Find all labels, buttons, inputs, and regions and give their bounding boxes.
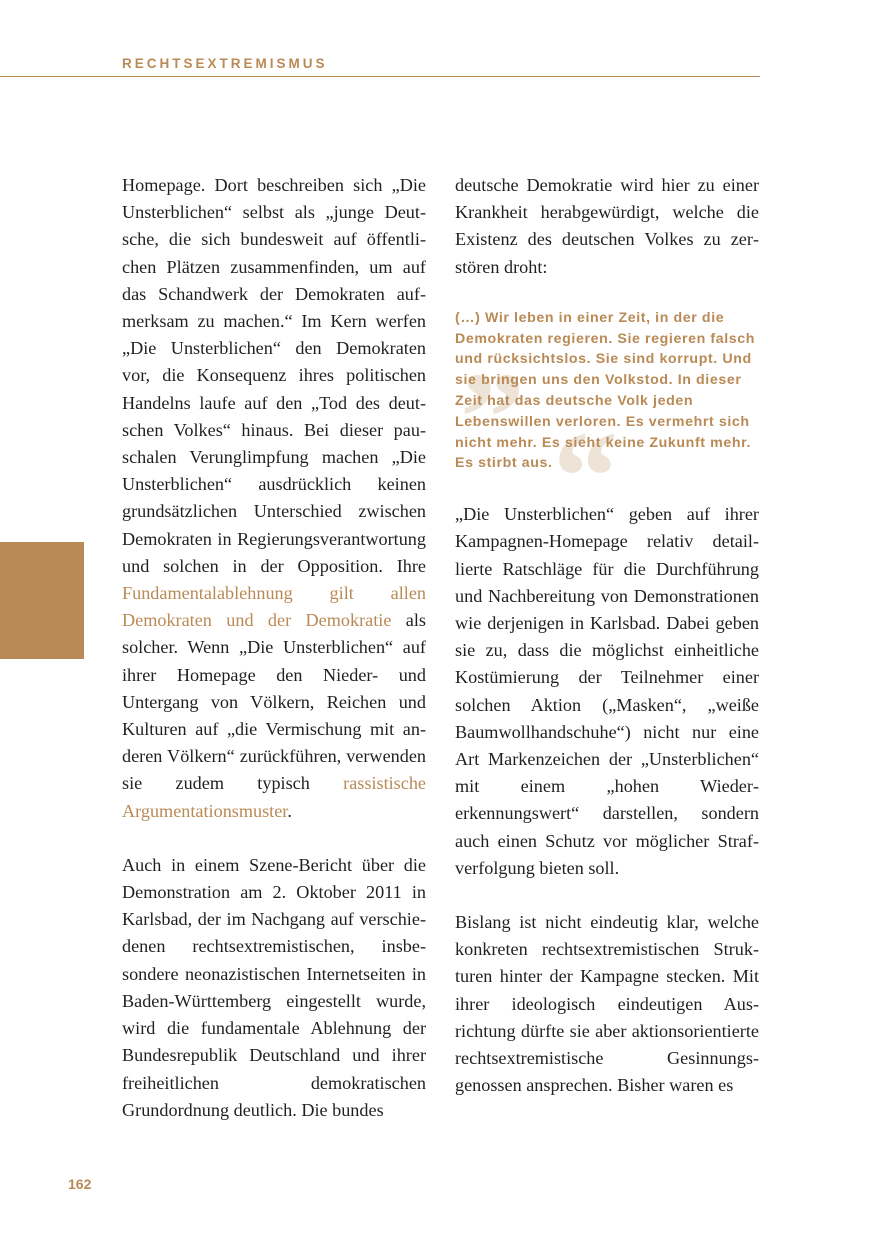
highlight-fundamentalablehnung: Fundamentalablehnung gilt allen Demokraten und der Demokratie: [122, 583, 426, 631]
left-p1-text-b: als solcher. Wenn „Die Unsterblichen“ auf ihrer Homepage den Nieder- und Untergang von Völkern, Reichen und Kulturen auf „die Vermischung mit anderen Völkern“ zurückführen, verwenden sie zudem typisch: [122, 610, 426, 794]
left-p1-text-a: Homepage. Dort beschreiben sich „Die Unsterblichen“ selbst als „junge Deutsche, die sich bundesweit auf öffentlichen Plätzen zusammenfinden, um auf das Schandwerk der Demokraten aufmerksam zu machen.“ Im Kern werfen „Die Unsterblichen“ den Demokraten vor, die Konsequenz ihres politischen Handelns laufe auf den „Tod des deutschen Volkes“ hinaus. Bei dieser pauschalen Verunglimpfung machen „Die Unsterblichen“ ausdrücklich keinen grundsätzlichen Unterschied zwischen Demokraten in Regierungsverantwortung und solchen in der Opposition. Ihre: [122, 175, 426, 576]
left-p1-text-c: .: [287, 800, 292, 821]
quote-text: (…) Wir leben in einer Zeit, in der die Demokraten regieren. Sie regieren falsch und rücksichtslos. Sie sind korrupt. Und sie bringen uns den Volkstod. In dieser Zeit hat das deutsche Volk jeden Lebenswillen verloren. Es vermehrt sich nicht mehr. Es sieht keine Zukunft mehr. Es stirbt aus.: [455, 309, 755, 472]
page-number: 162: [68, 1176, 92, 1192]
highlight-rassistische-argumentationsmuster: rassistische Argumentationsmuster: [122, 773, 426, 821]
right-column: [455, 172, 759, 1099]
block-quote: [455, 278, 759, 549]
right-paragraph-1: deutsche Demokratie wird hier zu einer Krankheit herabgewürdigt, welche die Existenz des deutschen Volkes zu zerstören droht:: [455, 175, 759, 277]
header-rule: [0, 76, 760, 77]
right-paragraph-3: Bislang ist nicht eindeutig klar, welche konkreten rechtsextremistischen Strukturen hinter der Kampagne stecken. Mit ihrer ideologisch eindeutigen Ausrichtung dürfte sie aber aktionsorientierte rechtsextremistische Gesinnungsgenossen ansprechen. Bisher waren es: [455, 912, 759, 1096]
open-quote-mark-icon: „: [461, 278, 526, 423]
running-header: RECHTSEXTREMISMUS: [122, 56, 328, 71]
right-paragraph-2: „Die Unsterblichen“ geben auf ihrer Kampagnen-Homepage relativ detaillierte Ratschläge für die Durchführung und Nachbereitung von Demonstrationen wie derjenigen in Karlsbad. Dabei geben sie zu, dass die möglichst einheitliche Kostümierung der Teilnehmer einer solchen Aktion („Masken“, „weiße Baumwollhandschuhe“) nicht nur eine Art Markenzeichen der „Unsterblichen“ mit einem „hohen Wiedererkennungswert“ darstellen, sondern auch einen Schutz vor möglicher Strafverfolgung bieten soll.: [455, 504, 759, 878]
close-quote-mark-icon: “: [553, 404, 618, 549]
chapter-tab-marker: [0, 542, 84, 659]
left-paragraph-2: Auch in einem Szene-Bericht über die Demonstration am 2. Oktober 2011 in Karlsbad, der im Nachgang auf verschiedenen rechtsextremistischen, insbesondere neonazistischen Internetseiten in Baden-Württemberg eingestellt wurde, wird die fundamentale Ablehnung der Bundesrepublik Deutschland und ihrer freiheitlichen demokratischen Grundordnung deutlich. Die bundes: [122, 854, 426, 1120]
left-paragraph-1: [122, 172, 426, 825]
left-column: [122, 172, 426, 1124]
